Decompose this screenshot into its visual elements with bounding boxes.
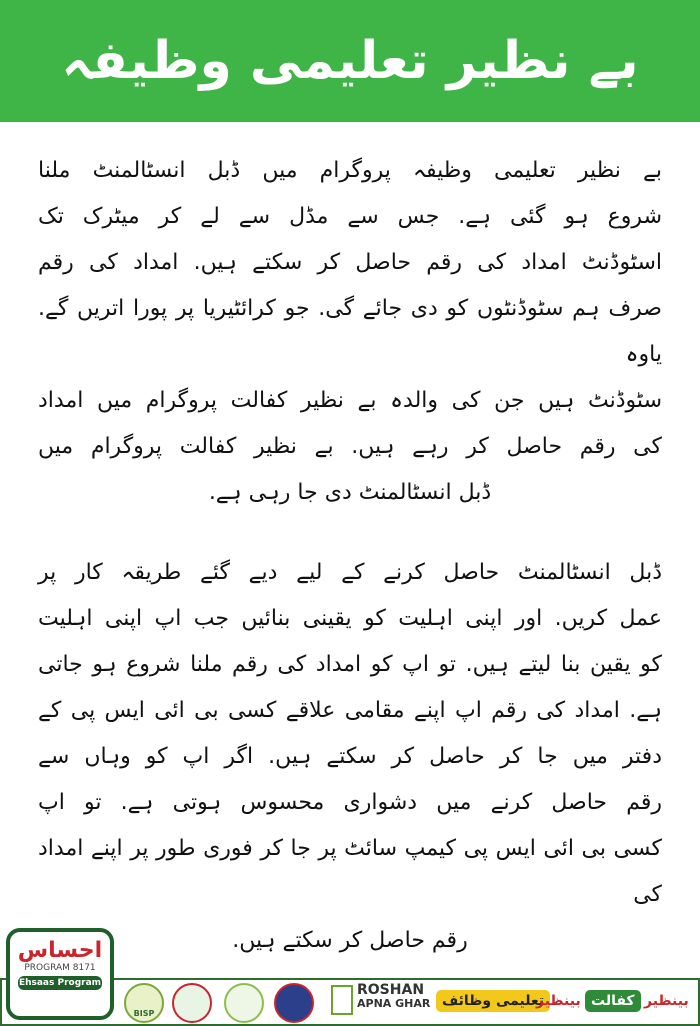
bisp-label: BISP bbox=[133, 1009, 155, 1018]
text-line: ڈبل انسٹالمنٹ حاصل کرنے کے لیے دیے گئے طریقہ کار پر bbox=[38, 560, 662, 585]
bisp-logo bbox=[124, 983, 164, 1023]
ehsaas-urdu: احساس bbox=[17, 938, 103, 963]
text-line: رقم حاصل کرنے میں دشواری محسوس ہوتی ہے. تو اپ bbox=[38, 790, 662, 815]
text-line: سٹوڈنٹ ہیں جن کی والدہ بے نظیر کفالت پروگرام میں امداد bbox=[38, 388, 662, 413]
text-line: ڈبل انسٹالمنٹ دی جا رہی ہے. bbox=[208, 480, 492, 505]
paragraph-1 bbox=[38, 148, 662, 516]
text-line: عمل کریں. اور اپنی اہلیت کو یقینی بنائیں جب اپ اپنی اہلیت bbox=[38, 606, 662, 631]
benazir-text: بینظیر bbox=[644, 993, 689, 1009]
page-title: بے نظیر تعلیمی وظیفہ bbox=[61, 31, 639, 91]
text-line: بے نظیر تعلیمی وظیفہ پروگرام میں ڈبل انسٹالمنٹ ملنا bbox=[38, 158, 662, 183]
talimi-wazaif-badge: تعلیمی وظائف bbox=[436, 990, 550, 1012]
apna-ghar-text: APNA GHAR bbox=[357, 997, 431, 1010]
article-body bbox=[38, 148, 662, 964]
program-logo bbox=[274, 983, 314, 1023]
ehsaas-logo bbox=[6, 928, 114, 1020]
roshan-apna-ghar-logo bbox=[357, 984, 430, 1010]
text-line: کی رقم حاصل کر رہے ہیں. بے نظیر کفالت پروگرام میں bbox=[38, 434, 662, 459]
program-logo bbox=[172, 983, 212, 1023]
text-line: رقم حاصل کر سکتے ہیں. bbox=[232, 928, 468, 953]
text-line: صرف ہم سٹوڈنٹوں کو دی جائے گی. جو کرائٹیریا پر پورا اتریں گے. یاوہ bbox=[38, 296, 662, 367]
paragraph-2 bbox=[38, 550, 662, 964]
text-line: کو یقین بنا لیتے ہیں. تو اپ کو امداد کی رقم ملنا شروع ہو جاتی bbox=[38, 652, 662, 677]
ehsaas-program-label: Ehsaas Program bbox=[18, 978, 102, 988]
text-line: کسی بی ائی ایس پی کیمپ سائٹ پر جا کر فوری طور پر اپنے امداد کی bbox=[38, 836, 662, 907]
text-line: دفتر میں جا کر حاصل کر سکتے ہیں. اگر اپ کو وہاں سے bbox=[38, 744, 662, 769]
kafalat-badge: کفالت bbox=[585, 990, 641, 1012]
text-line: شروع ہو گئی ہے. جس سے مڈل سے لے کر میٹرک تک bbox=[38, 204, 662, 229]
roshan-text: ROSHAN bbox=[357, 982, 425, 998]
benazir-text: بینظیر bbox=[536, 993, 581, 1009]
page-header bbox=[0, 0, 700, 122]
roshan-house-icon bbox=[331, 985, 353, 1015]
text-line: ہے. امداد کی رقم اپ اپنے مقامی علاقے کسی بی ائی ایس پی کے bbox=[38, 698, 662, 723]
ehsaas-program-number: PROGRAM 8171 bbox=[24, 963, 96, 973]
program-logo bbox=[224, 983, 264, 1023]
text-line: اسٹوڈنٹ امداد کی رقم حاصل کر سکتے ہیں. امداد کی رقم bbox=[38, 250, 662, 275]
